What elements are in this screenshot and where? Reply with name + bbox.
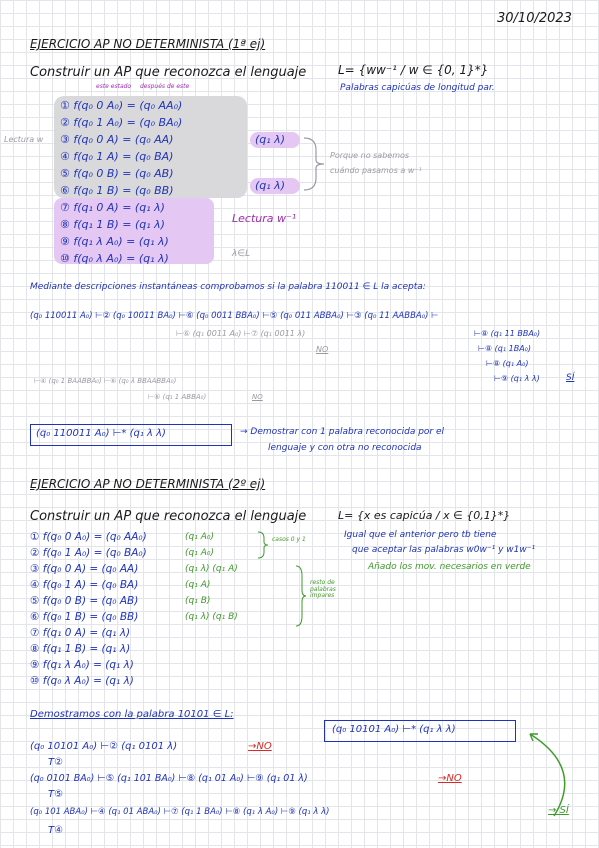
demo-line-3: (q₀ 101 ABA₀) ⊢④ (q₁ 01 ABA₀) ⊢⑦ (q₁ 1 BA₀) ⊢⑧ (q₁ λ A₀) ⊢⑨ (q₁ λ λ) bbox=[30, 807, 330, 817]
ex1-language: L= {ww⁻¹ / w ∈ {0, 1}*} bbox=[338, 63, 489, 77]
ex2-extra-5: (q₁ B) bbox=[185, 596, 211, 606]
brace-icon bbox=[300, 136, 330, 192]
branch-2: (q₁ λ) bbox=[255, 179, 285, 192]
col-note-2: después de este bbox=[140, 83, 190, 90]
demo-line-1: (q₀ 10101 A₀) ⊢② (q₁ 0101 λ) bbox=[30, 741, 178, 752]
reading-inverse-label: Lectura w⁻¹ bbox=[232, 212, 297, 225]
ex2-extra-3: (q₁ λ) (q₁ A) bbox=[185, 564, 238, 574]
rule-2: ② f(q₀ 1 A₀) = (q₀ BA₀) bbox=[60, 116, 183, 129]
rule-7: ⑦ f(q₁ 0 A) = (q₁ λ) bbox=[60, 201, 165, 214]
ex2-rule-4: ④ f(q₀ 1 A) = (q₀ BA) bbox=[30, 579, 139, 591]
ex2-rule-5: ⑤ f(q₀ 0 B) = (q₀ AB) bbox=[30, 595, 139, 607]
ex2-rule-1: ① f(q₀ 0 A₀) = (q₀ AA₀) bbox=[30, 531, 147, 543]
ex2-statement: Construir un AP que reconozca el lenguaje bbox=[30, 509, 307, 524]
ex2-rule-6: ⑥ f(q₀ 1 B) = (q₀ BB) bbox=[30, 611, 139, 623]
ex2-rule-9: ⑨ f(q₁ λ A₀) = (q₁ λ) bbox=[30, 659, 134, 671]
ex2-extra-6: (q₁ λ) (q₁ B) bbox=[185, 612, 238, 622]
ex2-rule-10: ⑩ f(q₀ λ A₀) = (q₁ λ) bbox=[30, 675, 134, 687]
ex2-rule-3: ③ f(q₀ 0 A) = (q₀ AA) bbox=[30, 563, 139, 575]
id-right-1: ⊢⑧ (q₁ 11 BBA₀) bbox=[474, 329, 541, 338]
ex2-note-2: que aceptar las palabras w0w⁻¹ y w1w⁻¹ bbox=[352, 545, 536, 555]
ex2-title: EJERCICIO AP NO DETERMINISTA (2º ej) bbox=[30, 477, 266, 491]
col-note-1: este estado bbox=[96, 83, 132, 90]
ex1-title: EJERCICIO AP NO DETERMINISTA (1ª ej) bbox=[30, 37, 266, 51]
ex2-rule-7: ⑦ f(q₁ 0 A) = (q₁ λ) bbox=[30, 627, 131, 639]
ex2-extra-4: (q₁ A) bbox=[185, 580, 211, 590]
demo-no-1: →NO bbox=[248, 741, 272, 752]
center-note: resto de palabras impares bbox=[310, 579, 336, 600]
demo-si: → SÍ bbox=[548, 805, 569, 816]
gray-no: NO bbox=[252, 393, 263, 401]
demo-tag-2: T⑤ bbox=[48, 789, 64, 800]
ex2-rule-8: ⑧ f(q₁ 1 B) = (q₁ λ) bbox=[30, 643, 131, 655]
summary-box-text: (q₀ 110011 A₀) ⊢* (q₁ λ λ) bbox=[36, 428, 166, 439]
green-brace-mid-icon bbox=[294, 564, 308, 628]
id-line-1b: ⊢⑥ (q₁ 0011 A₀) ⊢⑦ (q₁ 0011 λ) bbox=[176, 329, 306, 338]
date: 30/10/2023 bbox=[497, 11, 572, 26]
ex2-language: L= {x es capicúa / x ∈ {0,1}*} bbox=[338, 509, 511, 522]
demo-line-2: (q₀ 0101 BA₀) ⊢⑤ (q₁ 101 BA₀) ⊢⑧ (q₁ 01 A₀) ⊢⑨ (q₁ 01 λ) bbox=[30, 773, 308, 784]
gray-id-line-2: ⊢⑥ (q₁ 1 ABBA₀) bbox=[148, 393, 207, 401]
rule-3: ③ f(q₀ 0 A) = (q₀ AA) bbox=[60, 133, 174, 146]
rule-1: ① f(q₀ 0 A₀) = (q₀ AA₀) bbox=[60, 99, 183, 112]
rule-5: ⑤ f(q₀ 0 B) = (q₀ AB) bbox=[60, 167, 174, 180]
ex2-rule-2: ② f(q₀ 1 A₀) = (q₀ BA₀) bbox=[30, 547, 147, 559]
id-right-2: ⊢⑧ (q₁ 1BA₀) bbox=[478, 344, 532, 353]
demo-intro: Demostramos con la palabra 10101 ∈ L: bbox=[30, 709, 234, 720]
odd-words-note: casos 0 y 1 bbox=[272, 536, 306, 543]
gray-id-line-1: ⊢④ (q₀ 1 BAABBA₀) ⊢⑥ (q₀ λ BBAABBA₀) bbox=[34, 377, 177, 385]
id-line-1: (q₀ 110011 A₀) ⊢② (q₀ 10011 BA₀) ⊢⑥ (q₀ 0011 BBA₀) ⊢⑤ (q₀ 011 ABBA₀) ⊢③ (q₀ 11 AABBA₀) ⊢ bbox=[30, 311, 439, 321]
ex2-extra-1: (q₁ A₀) bbox=[185, 532, 214, 542]
demo-tag-3: T④ bbox=[48, 825, 64, 836]
ex2-note-green: Añado los mov. necesarios en verde bbox=[368, 562, 531, 572]
reading-w-label: Lectura w bbox=[4, 135, 44, 144]
rule-9: ⑨ f(q₁ λ A₀) = (q₁ λ) bbox=[60, 235, 169, 248]
lambda-in-l: λ∈L bbox=[232, 249, 251, 259]
ex2-extra-2: (q₁ A₀) bbox=[185, 548, 214, 558]
summary-note-2: lenguaje y con otra no reconocida bbox=[268, 443, 422, 453]
ex1-language-note: Palabras capicúas de longitud par. bbox=[340, 83, 495, 93]
green-brace-top-icon bbox=[256, 530, 270, 560]
id-right-4: ⊢⑨ (q₁ λ λ) bbox=[494, 374, 540, 383]
demo-tag-1: T② bbox=[48, 757, 64, 768]
id-intro: Mediante descripciones instantáneas comprobamos si la palabra 110011 ∈ L la acepta: bbox=[30, 282, 426, 292]
rule-4: ④ f(q₀ 1 A) = (q₀ BA) bbox=[60, 150, 174, 163]
summary-note-1: → Demostrar con 1 palabra reconocida por el bbox=[240, 427, 445, 437]
branch-1: (q₁ λ) bbox=[255, 133, 285, 146]
demo-box-text: (q₀ 10101 A₀) ⊢* (q₁ λ λ) bbox=[332, 724, 456, 735]
demo-no-2: →NO bbox=[438, 773, 462, 784]
id-no-1: NO bbox=[316, 345, 329, 354]
because-1: Porque no sabemos bbox=[330, 151, 410, 160]
rule-10: ⑩ f(q₀ λ A₀) = (q₁ λ) bbox=[60, 252, 169, 265]
rule-8: ⑧ f(q₁ 1 B) = (q₁ λ) bbox=[60, 218, 165, 231]
id-si-1: SÍ bbox=[566, 373, 575, 383]
ex2-note-1: Igual que el anterior pero tb tiene bbox=[344, 530, 497, 540]
rule-6: ⑥ f(q₀ 1 B) = (q₀ BB) bbox=[60, 184, 174, 197]
because-2: cuándo pasamos a w⁻¹ bbox=[330, 166, 422, 175]
ex1-statement: Construir un AP que reconozca el lenguaje bbox=[30, 65, 307, 80]
id-right-3: ⊢⑧ (q₁ A₀) bbox=[486, 359, 529, 368]
